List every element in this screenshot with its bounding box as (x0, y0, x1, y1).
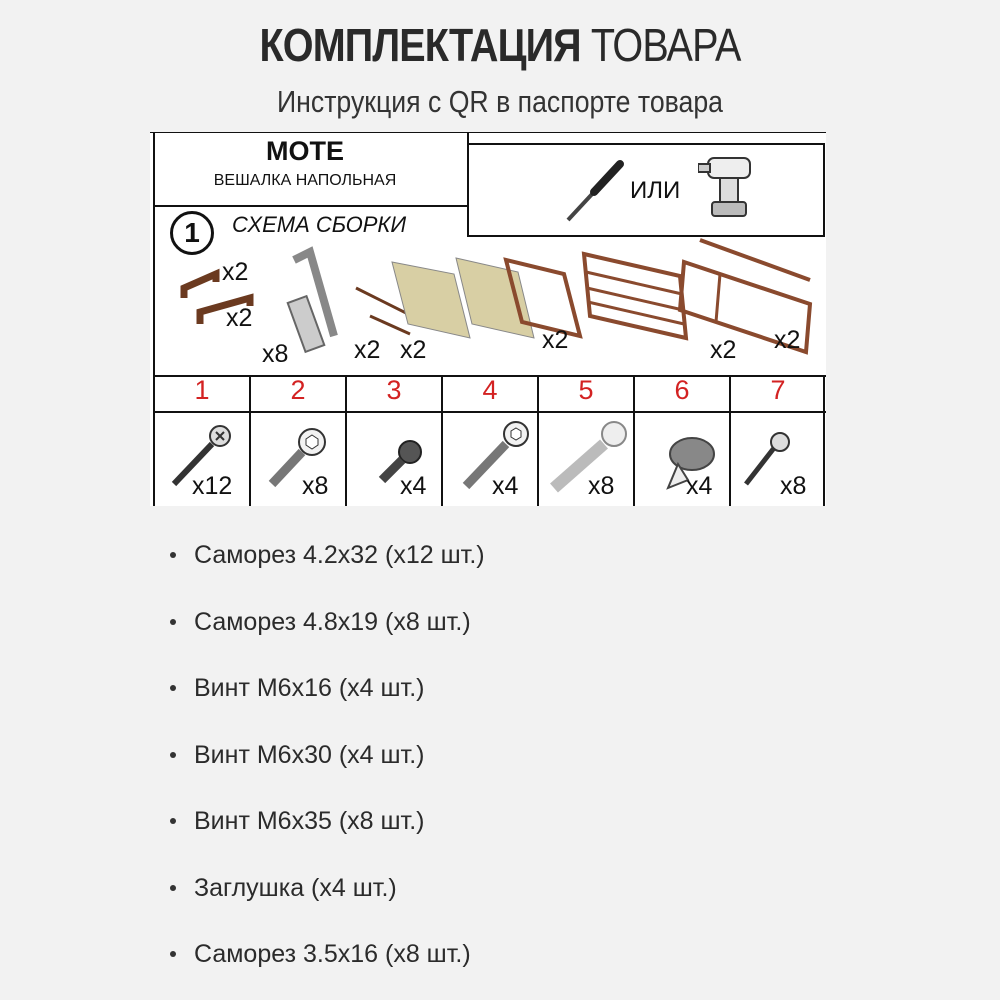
bullet-icon (170, 685, 176, 691)
page-subtitle: Инструкция с QR в паспорте товара (277, 84, 723, 119)
title-light: ТОВАРА (590, 19, 741, 71)
title-bold: КОМПЛЕКТАЦИЯ (259, 19, 581, 71)
bullet-icon (170, 619, 176, 625)
hardware-number: 6 (674, 375, 690, 405)
assembly-sheet (150, 132, 826, 506)
model-name: MOTE (266, 136, 344, 166)
list-item (170, 728, 485, 795)
hardware-qty: x8 (588, 472, 615, 500)
bracket-icon (184, 274, 216, 298)
hardware-number: 1 (194, 375, 210, 405)
list-item-text: Заглушка (x4 шт.) (194, 873, 397, 902)
bullet-icon (170, 752, 176, 758)
hardware-qty: x8 (780, 472, 807, 500)
step-number: 1 (170, 211, 214, 255)
panel-icon (456, 258, 534, 338)
hardware-list (170, 528, 485, 994)
bullet-icon (170, 951, 176, 957)
part-qty: x2 (222, 258, 249, 286)
list-item (170, 528, 485, 595)
list-item-text: Винт М6x35 (x8 шт.) (194, 807, 425, 835)
bullet-icon (170, 552, 176, 558)
panel-icon (392, 262, 470, 338)
hardware-qty: x8 (302, 472, 329, 500)
part-qty: x2 (542, 326, 569, 354)
list-item-text: Саморез 4.8x19 (x8 шт.) (194, 607, 471, 636)
list-item (170, 661, 485, 728)
hardware-number: 2 (290, 375, 306, 405)
plate-icon (288, 296, 325, 352)
list-item (170, 595, 485, 662)
hardware-qty: x4 (492, 472, 519, 500)
or-label: ИЛИ (630, 177, 681, 204)
page-title (70, 18, 930, 72)
part-qty: x2 (354, 336, 381, 364)
part-qty: x2 (400, 336, 427, 364)
list-item-text: Саморез 4.2x32 (x12 шт.) (194, 541, 485, 569)
drill-icon (698, 150, 758, 220)
hardware-number: 3 (386, 375, 402, 405)
part-qty: x2 (774, 326, 801, 354)
screwdriver-icon (560, 158, 630, 228)
hardware-number: 5 (578, 375, 594, 405)
scheme-label: СХЕМА СБОРКИ (232, 212, 407, 237)
list-item-text: Винт М6x16 (x4 шт.) (194, 674, 425, 702)
part-qty: x8 (262, 340, 289, 368)
hardware-number: 4 (482, 375, 498, 405)
grill-icon (584, 254, 686, 338)
model-subtitle: ВЕШАЛКА НАПОЛЬНАЯ (213, 172, 397, 189)
part-qty: x2 (226, 304, 253, 332)
hardware-qty: x12 (192, 472, 233, 500)
list-item-text: Винт М6x30 (x4 шт.) (194, 740, 425, 769)
part-qty: x2 (710, 336, 737, 364)
list-item-text: Саморез 3.5x16 (x8 шт.) (194, 940, 471, 968)
bullet-icon (170, 885, 176, 891)
bullet-icon (170, 818, 176, 824)
rod-icon (370, 316, 410, 334)
list-item (170, 861, 485, 928)
hardware-qty: x4 (400, 472, 427, 500)
list-item (170, 927, 485, 994)
list-item (170, 794, 485, 861)
hardware-number: 7 (770, 375, 786, 405)
hardware-qty: x4 (686, 472, 713, 500)
